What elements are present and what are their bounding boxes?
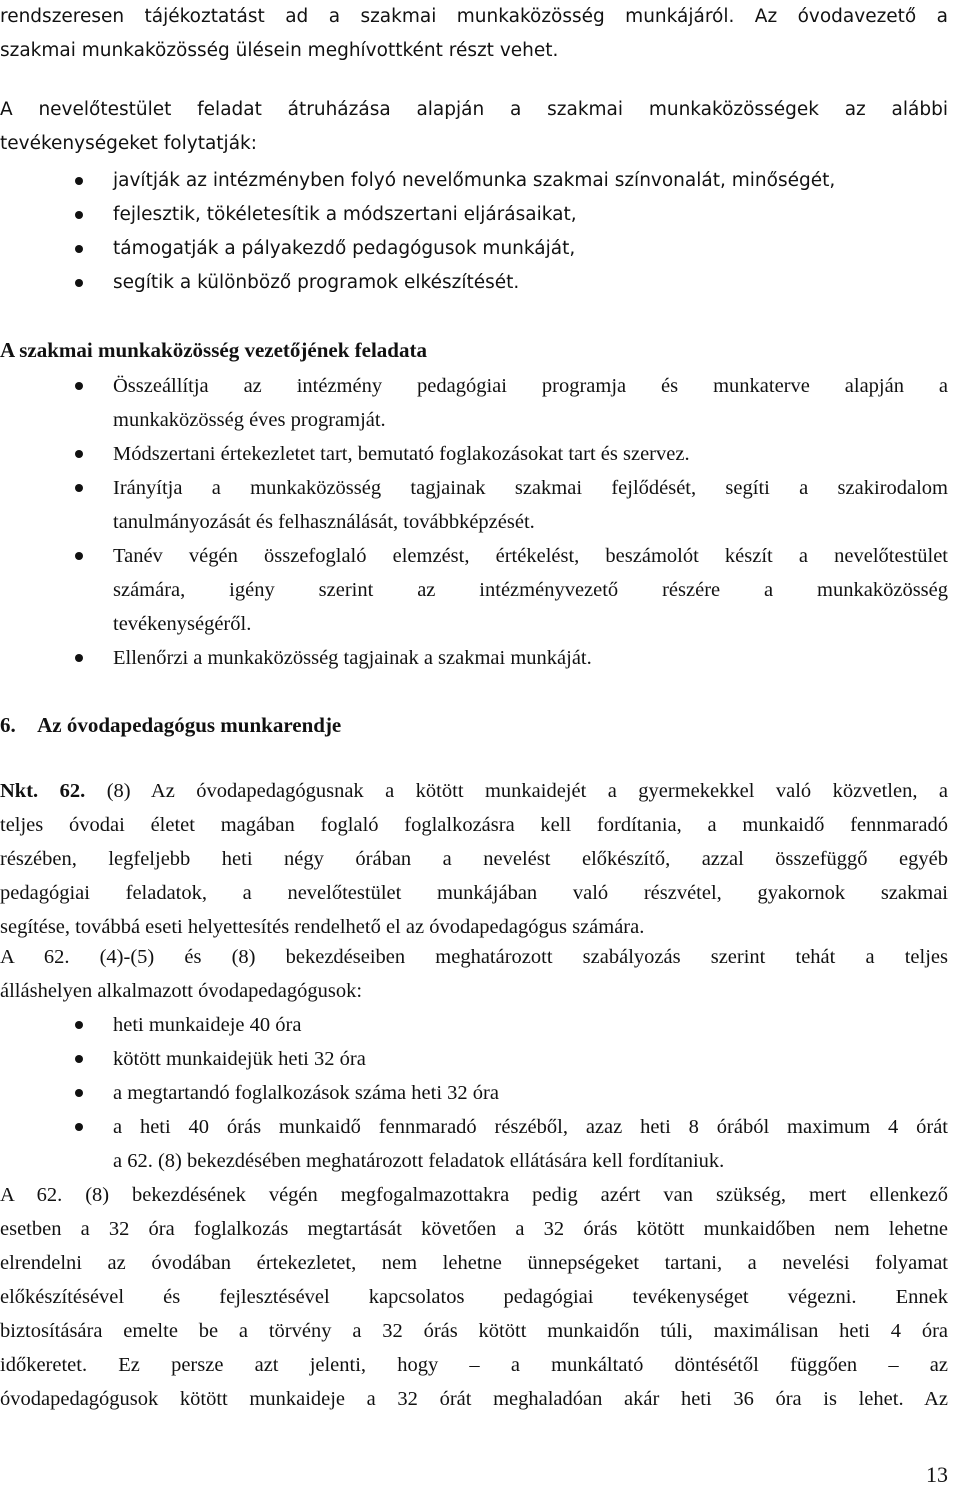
bullet-icon	[75, 1089, 83, 1097]
list-item: heti munkaideje 40 óra	[0, 1008, 948, 1042]
rule-list	[0, 1008, 948, 1178]
section-number: 6.	[0, 713, 16, 737]
bullet-icon	[75, 177, 83, 185]
nkt-reference: Nkt. 62.	[0, 780, 86, 802]
transfer-line-1: A nevelőtestület feladat átruházása alapján a szakmai munkaközösségek az alábbi	[0, 99, 948, 120]
transfer-line-2: tevékenységeket folytatják:	[0, 133, 257, 154]
page-number: 13	[926, 1462, 948, 1487]
list-item: segítik a különböző programok elkészítését.	[0, 266, 948, 300]
list-item: támogatják a pályakezdő pedagógusok munkáját,	[0, 232, 948, 266]
section-heading	[0, 708, 948, 742]
closing-paragraph: A 62. (8) bekezdésének végén megfogalmazottakra pedig azért van szükség, mert ellenkező esetben a 32 óra foglalkozás megtartását követően a 32 órás kötött munkaidőben nem lehetne elrendelni az óvodában értekezletet, nem lehetne ünnepségeket tartani, a nevelési folyamat előkészítésével és fejlesztésével kapcsolatos pedagógiai tevékenységet végezni. Ennek biztosítására emelte be a törvény a 32 órás kötött munkaidőn túli, maximálisan heti 4 óra időkeretet. Ez persze azt jelenti, hogy – a munkáltató döntésétől függően – az óvodapedagógusok kötött munkaideje a 32 órát meghaladóan akár heti 36 óra is lehet. Az	[0, 1184, 948, 1410]
bullet-icon	[75, 1123, 83, 1131]
bullet-icon	[75, 484, 83, 492]
bullet-icon	[75, 552, 83, 560]
list-item: fejlesztik, tökéletesítik a módszertani eljárásaikat,	[0, 198, 948, 232]
bullet-icon	[75, 245, 83, 253]
bullet-icon	[75, 382, 83, 390]
list-item: Irányítja a munkaközösség tagjainak szakmai fejlődését, segíti a szakirodalom tanulmányozását és felhasználását, továbbképzését.	[0, 471, 948, 539]
list-item: Tanév végén összefoglaló elemzést, értékelést, beszámolót készít a nevelőtestület számára, igény szerint az intézményvezető részére a munkaközösség tevékenységéről.	[0, 539, 948, 641]
intro-line-1: rendszeresen tájékoztatást ad a szakmai munkaközösség munkájáról. Az óvodavezető a	[0, 6, 948, 27]
bullet-icon	[75, 279, 83, 287]
nkt-paragraph: Nkt. 62. (8) Az óvodapedagógusnak a kötött munkaidejét a gyermekekkel való közvetlen, a teljes óvodai életet magában foglaló foglalkozásra kell fordítania, a munkaidő fennmaradó részében, legfeljebb heti négy órában a nevelést előkészítő, azzal összefüggő egyéb pedagógiai feladatok, a nevelőtestület munkájában való részvétel, gyakornok szakmai segítése, továbbá eseti helyettesítés rendelhető el az óvodapedagógus számára.	[0, 774, 948, 944]
nkt-line-1: Nkt. 62. (8) Az óvodapedagógusnak a kötött munkaidejét a gyermekekkel való közvetlen, a	[0, 780, 948, 802]
bullet-icon	[75, 654, 83, 662]
list-item: Módszertani értekezletet tart, bemutató foglakozásokat tart és szervez.	[0, 437, 948, 471]
rule-paragraph: A 62. (4)-(5) és (8) bekezdéseiben meghatározott szabályozás szerint tehát a teljes álláshelyen alkalmazott óvodapedagógusok:	[0, 946, 948, 1002]
bullet-icon	[75, 450, 83, 458]
list-item: javítják az intézményben folyó nevelőmunka szakmai színvonalát, minőségét,	[0, 164, 948, 198]
intro-paragraph	[0, 0, 948, 68]
intro-line-2: szakmai munkaközösség ülésein meghívottként részt vehet.	[0, 40, 559, 61]
bullet-icon	[75, 211, 83, 219]
bullet-icon	[75, 1021, 83, 1029]
leader-heading: A szakmai munkaközösség vezetőjének feladata	[0, 338, 427, 362]
transfer-list	[0, 164, 948, 300]
bullet-icon	[75, 1055, 83, 1063]
leader-list	[0, 369, 948, 675]
list-item: a megtartandó foglalkozások száma heti 32 óra	[0, 1076, 948, 1110]
transfer-paragraph	[0, 93, 948, 161]
list-item: a heti 40 órás munkaidő fennmaradó részéből, azaz heti 8 órából maximum 4 órát a 62. (8) bekezdésében meghatározott feladatok ellátására kell fordítaniuk.	[0, 1110, 948, 1178]
list-item: Összeállítja az intézmény pedagógiai programja és munkaterve alapján a munkaközösség éves programját.	[0, 369, 948, 437]
list-item: Ellenőrzi a munkaközösség tagjainak a szakmai munkáját.	[0, 641, 948, 675]
list-item: kötött munkaidejük heti 32 óra	[0, 1042, 948, 1076]
section-title: Az óvodapedagógus munkarendje	[37, 713, 342, 737]
